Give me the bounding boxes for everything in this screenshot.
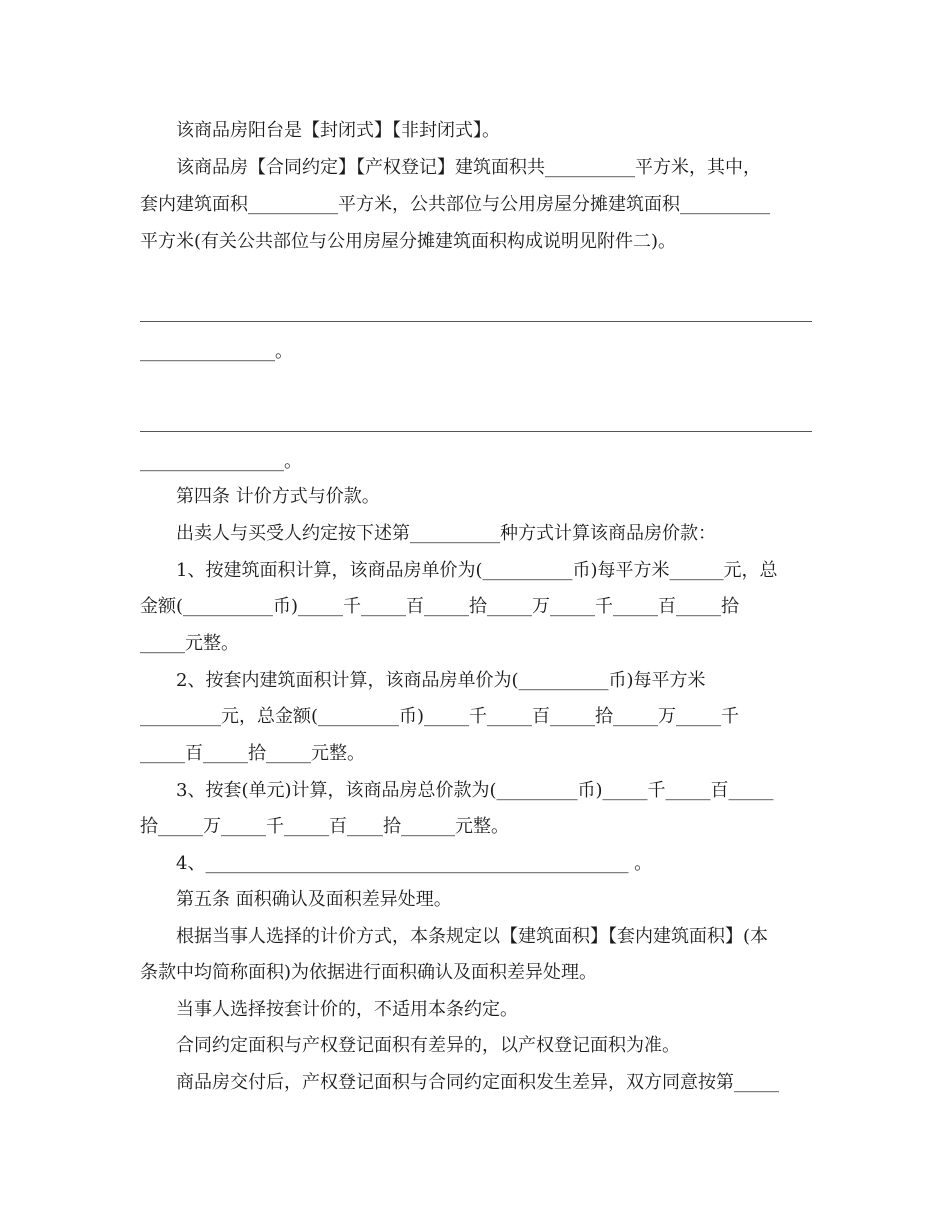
balcony-type-clause: 该商品房阳台是【封闭式】【非封闭式】。 — [176, 120, 500, 141]
per-unit-exclusion-clause: 当事人选择按套计价的，不适用本条约定。 — [176, 999, 518, 1020]
building-area-clause-cont: 套内建筑面积__________平方米，公共部位与公用房屋分摊建筑面积__________ — [140, 194, 770, 215]
pricing-option-1-cont: 金额(__________币)_____千_____百_____拾_____万_____千_____百_____拾 — [140, 596, 740, 617]
post-delivery-difference-clause: 商品房交付后，产权登记面积与合同约定面积发生差异，双方同意按第_____ — [176, 1072, 779, 1093]
pricing-option-2: 2、按套内建筑面积计算，该商品房单价为(__________币)每平方米 — [176, 670, 706, 691]
pricing-option-3-end: 拾_____万_____千_____百____拾______元整。 — [140, 816, 509, 837]
blank-fill-line-end: _______________。 — [140, 341, 293, 362]
building-area-clause: 该商品房【合同约定】【产权登记】建筑面积共__________平方米，其中， — [176, 157, 761, 178]
area-difference-rule: 合同约定面积与产权登记面积有差异的，以产权登记面积为准。 — [176, 1035, 680, 1056]
blank-fill-line — [140, 431, 812, 432]
pricing-option-2-cont: _________元，总金额(_________币)_____千_____百_____拾_____万_____千 — [140, 706, 740, 727]
pricing-option-2-end: _____百_____拾_____元整。 — [140, 743, 365, 764]
pricing-option-1-end: _____元整。 — [140, 633, 239, 654]
area-basis-clause: 根据当事人选择的计价方式，本条规定以【建筑面积】【套内建筑面积】(本 — [176, 926, 769, 947]
pricing-method-clause: 出卖人与买受人约定按下述第__________种方式计算该商品房价款： — [176, 523, 716, 544]
pricing-option-4: 4、_______________________________________________ 。 — [176, 853, 653, 874]
building-area-clause-end: 平方米(有关公共部位与公用房屋分摊建筑面积构成说明见附件二)。 — [140, 231, 677, 252]
area-basis-clause-end: 条款中均简称面积)为依据进行面积确认及面积差异处理。 — [140, 962, 598, 983]
pricing-option-3: 3、按套(单元)计算，该商品房总价款为(_________币)_____千_____百_____ — [176, 780, 774, 801]
article-4-heading: 第四条 计价方式与价款。 — [176, 486, 380, 507]
blank-fill-line-end: ________________。 — [140, 451, 302, 472]
article-5-heading: 第五条 面积确认及面积差异处理。 — [176, 889, 452, 910]
pricing-option-1: 1、按建筑面积计算，该商品房单价为(__________币)每平方米______元，总 — [176, 560, 778, 581]
blank-fill-line — [140, 321, 812, 322]
